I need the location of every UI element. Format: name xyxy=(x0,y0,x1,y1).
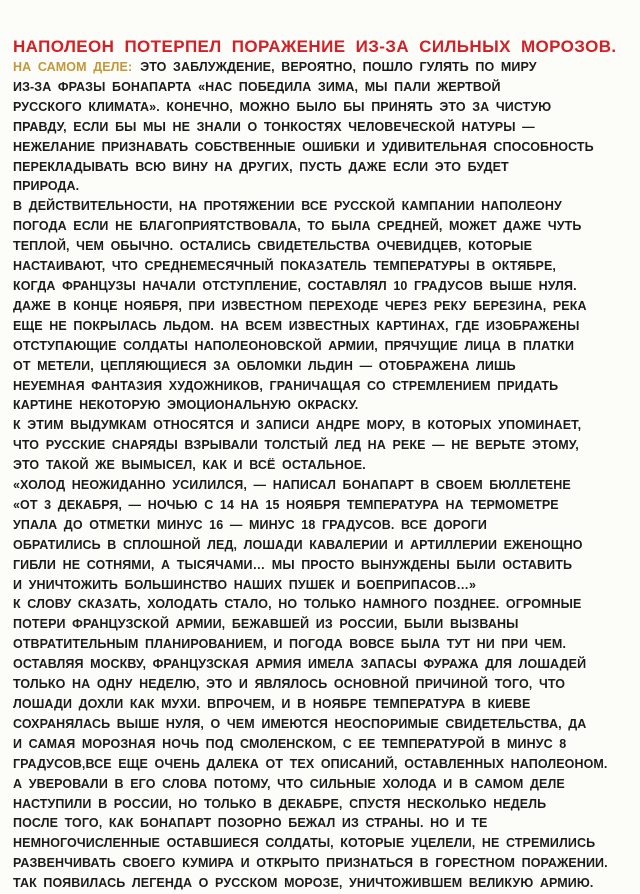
text-line: КАРТИНЕ НЕКОТОРУЮ ЭМОЦИОНАЛЬНУЮ ОКРАСКУ. xyxy=(13,398,359,413)
text-line: ПОТЕРИ ФРАНЦУЗСКОЙ АРМИИ, БЕЖАВШЕЙ ИЗ РОССИИ, БЫЛИ ВЫЗВАНЫ xyxy=(13,617,519,632)
lead-line xyxy=(13,58,630,78)
text-line: ОБРАТИЛИСЬ В СПЛОШНОЙ ЛЕД, ЛОШАДИ КАВАЛЕРИИ И АРТИЛЛЕРИИ ЕЖЕНОЩНО xyxy=(13,537,583,552)
text-line: СОХРАНЯЛАСЬ ВЫШЕ НУЛЯ, О ЧЕМ ИМЕЮТСЯ НЕОСПОРИМЫЕ СВИДЕТЕЛЬСТВА, ДА xyxy=(13,716,587,731)
text-line: НАСТАИВАЮТ, ЧТО СРЕДНЕМЕСЯЧНЫЙ ПОКАЗАТЕЛЬ ТЕМПЕРАТУРЫ В ОКТЯБРЕ, xyxy=(13,259,556,274)
text-line: ПОГОДА ЕСЛИ НЕ БЛАГОПРИЯТСТВОВАЛА, ТО БЫЛА СРЕДНЕЙ, МОЖЕТ ДАЖЕ ЧУТЬ xyxy=(13,219,582,234)
text-line: ТАК ПОЯВИЛАСЬ ЛЕГЕНДА О РУССКОМ МОРОЗЕ, УНИЧТОЖИВШЕМ ВЕЛИКУЮ АРМИЮ. xyxy=(13,876,594,891)
text-line: УПАЛА ДО ОТМЕТКИ МИНУС 16 — МИНУС 18 ГРАДУСОВ. ВСЕ ДОРОГИ xyxy=(13,517,488,532)
lead-in-label: НА САМОМ ДЕЛЕ: xyxy=(13,60,133,74)
text-line: ОСТАВЛЯЯ МОСКВУ, ФРАНЦУЗСКАЯ АРМИЯ ИМЕЛА ЗАПАСЫ ФУРАЖА ДЛЯ ЛОШАДЕЙ xyxy=(13,657,587,672)
text-line: «ОТ 3 ДЕКАБРЯ, — НОЧЬЮ С 14 НА 15 НОЯБРЯ ТЕМПЕРАТУРА НА ТЕРМОМЕТРЕ xyxy=(13,497,559,512)
text-line: «ХОЛОД НЕОЖИДАННО УСИЛИЛСЯ, — НАПИСАЛ БОНАПАРТ В СВОЕМ БЮЛЛЕТЕНЕ xyxy=(13,478,571,493)
text-line: НАСТУПИЛИ В РОССИИ, НО ТОЛЬКО В ДЕКАБРЕ, СПУСТЯ НЕСКОЛЬКО НЕДЕЛЬ xyxy=(13,796,547,811)
article-title: НАПОЛЕОН ПОТЕРПЕЛ ПОРАЖЕНИЕ ИЗ-ЗА СИЛЬНЫХ МОРОЗОВ. xyxy=(13,37,617,56)
text-line: ПРАВДУ, ЕСЛИ БЫ МЫ НЕ ЗНАЛИ О ТОНКОСТЯХ ЧЕЛОВЕЧЕСКОЙ НАТУРЫ — xyxy=(13,119,535,134)
text-line: И УНИЧТОЖИТЬ БОЛЬШИНСТВО НАШИХ ПУШЕК И БОЕПРИПАСОВ…» xyxy=(13,577,477,592)
text-line: ЛОШАДИ ДОХЛИ КАК МУХИ. ВПРОЧЕМ, И В НОЯБРЕ ТЕМПЕРАТУРА В КИЕВЕ xyxy=(13,697,531,711)
text-line: ИЗ-ЗА ФРАЗЫ БОНАПАРТА «НАС ПОБЕДИЛА ЗИМА, МЫ ПАЛИ ЖЕРТВОЙ xyxy=(13,79,501,94)
text-line: В ДЕЙСТВИТЕЛЬНОСТИ, НА ПРОТЯЖЕНИИ ВСЕ РУССКОЙ КАМПАНИИ НАПОЛЕОНУ xyxy=(13,199,562,214)
text-line: ТЕПЛОЙ, ЧЕМ ОБЫЧНО. ОСТАЛИСЬ СВИДЕТЕЛЬСТВА ОЧЕВИДЦЕВ, КОТОРЫЕ xyxy=(13,239,533,254)
text-line: РАЗВЕНЧИВАТЬ СВОЕГО КУМИРА И ОТКРЫТО ПРИЗНАТЬСЯ В ГОРЕСТНОМ ПОРАЖЕНИИ. xyxy=(13,856,608,871)
text-line: ПРИРОДА. xyxy=(13,179,80,194)
text-line: ПОСЛЕ ТОГО, КАК БОНАПАРТ ПОЗОРНО БЕЖАЛ ИЗ СТРАНЫ. НО И ТЕ xyxy=(13,816,488,831)
text-line: К СЛОВУ СКАЗАТЬ, ХОЛОДАТЬ СТАЛО, НО ТОЛЬКО НАМНОГО ПОЗДНЕЕ. ОГРОМНЫЕ xyxy=(13,597,582,612)
text-line: ОТВРАТИТЕЛЬНЫМ ПЛАНИРОВАНИЕМ, И ПОГОДА ВОВСЕ БЫЛА ТУТ НИ ПРИ ЧЕМ. xyxy=(13,637,567,652)
text-line: НЕЖЕЛАНИЕ ПРИЗНАВАТЬ СОБСТВЕННЫЕ ОШИБКИ И УДИВИТЕЛЬНАЯ СПОСОБНОСТЬ xyxy=(13,139,594,154)
text-line: А УВЕРОВАЛИ В ЕГО СЛОВА ПОТОМУ, ЧТО СИЛЬНЫЕ ХОЛОДА И В САМОМ ДЕЛЕ xyxy=(13,776,565,791)
text-line: ОТСТУПАЮЩИЕ СОЛДАТЫ НАПОЛЕОНОВСКОЙ АРМИИ, ПРЯЧУЩИЕ ЛИЦА В ПЛАТКИ xyxy=(13,338,575,353)
text-line: ГРАДУСОВ,ВСЕ ЕЩЕ ОЧЕНЬ ДАЛЕКА ОТ ТЕХ ОПИСАНИЙ, ОСТАВЛЕННЫХ НАПОЛЕОНОМ. xyxy=(13,756,608,771)
text-line: ЧТО РУССКИЕ СНАРЯДЫ ВЗРЫВАЛИ ТОЛСТЫЙ ЛЕД НА РЕКЕ — НЕ ВЕРЬТЕ ЭТОМУ, xyxy=(13,438,579,453)
text-line: РУССКОГО КЛИМАТА». КОНЕЧНО, МОЖНО БЫЛО БЫ ПРИНЯТЬ ЭТО ЗА ЧИСТУЮ xyxy=(13,99,552,114)
text-line: ЭТО ТАКОЙ ЖЕ ВЫМЫСЕЛ, КАК И ВСЁ ОСТАЛЬНОЕ. xyxy=(13,458,366,473)
text-line: К ЭТИМ ВЫДУМКАМ ОТНОСЯТСЯ И ЗАПИСИ АНДРЕ МОРУ, В КОТОРЫХ УПОМИНАЕТ, xyxy=(13,418,582,433)
text-line: ПЕРЕКЛАДЫВАТЬ ВСЮ ВИНУ НА ДРУГИХ, ПУСТЬ ДАЖЕ ЕСЛИ ЭТО БУДЕТ xyxy=(13,159,509,174)
text-line: ГИБЛИ НЕ СОТНЯМИ, А ТЫСЯЧАМИ… МЫ ПРОСТО ВЫНУЖДЕНЫ БЫЛИ ОСТАВИТЬ xyxy=(13,557,573,572)
lead-in-text: ЭТО ЗАБЛУЖДЕНИЕ, ВЕРОЯТНО, ПОШЛО ГУЛЯТЬ ПО МИРУ xyxy=(140,60,537,74)
text-line: ТОЛЬКО НА ОДНУ НЕДЕЛЮ, ЭТО И ЯВЛЯЛОСЬ ОСНОВНОЙ ПРИЧИНОЙ ТОГО, ЧТО xyxy=(13,677,566,692)
text-line: НЕУЕМНАЯ ФАНТАЗИЯ ХУДОЖНИКОВ, ГРАНИЧАЩАЯ СО СТРЕМЛЕНИЕМ ПРИДАТЬ xyxy=(13,378,559,393)
text-line: ЕЩЕ НЕ ПОКРЫЛАСЬ ЛЬДОМ. НА ВСЕМ ИЗВЕСТНЫХ КАРТИНАХ, ГДЕ ИЗОБРАЖЕНЫ xyxy=(13,318,580,333)
text-line: НЕМНОГОЧИСЛЕННЫЕ ОСТАВШИЕСЯ СОЛДАТЫ, КОТОРЫЕ УЦЕЛЕЛИ, НЕ СТРЕМИЛИСЬ xyxy=(13,836,596,851)
text-line: И САМАЯ МОРОЗНАЯ НОЧЬ ПОД СМОЛЕНСКОМ, С ЕЕ ТЕМПЕРАТУРОЙ В МИНУС 8 xyxy=(13,736,567,751)
text-line: ОТ МЕТЕЛИ, ЦЕПЛЯЮЩИЕСЯ ЗА ОБЛОМКИ ЛЬДИН — ОТОБРАЖЕНА ЛИШЬ xyxy=(13,358,516,373)
text-line: КОГДА ФРАНЦУЗЫ НАЧАЛИ ОТСТУПЛЕНИЕ, СОСТАВЛЯЛ 10 ГРАДУСОВ ВЫШЕ НУЛЯ. xyxy=(13,278,577,293)
text-line: ДАЖЕ В КОНЦЕ НОЯБРЯ, ПРИ ИЗВЕСТНОМ ПЕРЕХОДЕ ЧЕРЕЗ РЕКУ БЕРЕЗИНА, РЕКА xyxy=(13,298,587,313)
